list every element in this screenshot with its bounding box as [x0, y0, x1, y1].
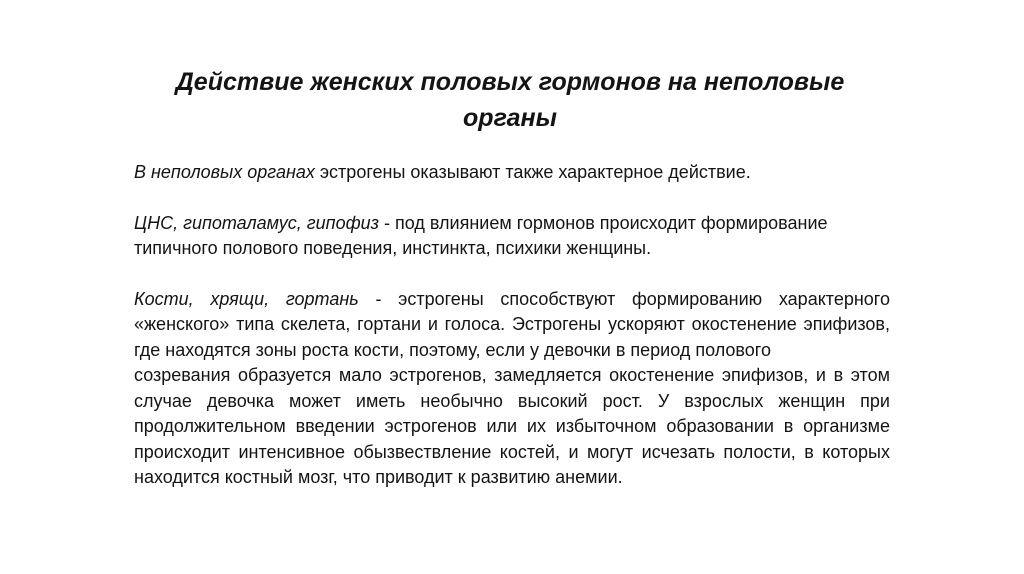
paragraph-bones-continuation: созревания образуется мало эстрогенов, замедляется окостенение эпифизов, и в этом случае девочка может иметь необычно высокий рост. У взрослых женщин при продолжительном введении эстрогенов или их избыточном образовании в организме происходит интенсивное обызвествление костей, и могут исчезать полости, в которых находится костный мозг, что приводит к развитию анемии. [134, 365, 890, 487]
paragraph-text: - эстрогены способствуют формированию характерного «женского» типа скелета, гортани и голоса. Эстрогены ускоряют окостенение эпифизов, где находятся зоны роста кости, поэтому, если у девочки в период полового [134, 288, 890, 360]
paragraph-lead: ЦНС, гипоталамус, гипофиз [134, 212, 380, 233]
paragraph-cns [134, 211, 890, 262]
paragraph-nonsexual-organs [134, 160, 890, 186]
paragraph-lead: Кости, хрящи, гортань [134, 288, 359, 309]
slide-title: Действие женских половых гормонов на неполовые органы [175, 68, 845, 132]
slide-body [134, 160, 890, 491]
paragraph-text: - под влиянием гормонов происходит формирование типичного полового поведения, инстинкта, психики женщины. [134, 212, 828, 258]
paragraph-gap [134, 186, 890, 211]
paragraph-bones [134, 287, 890, 364]
paragraph-text: эстрогены оказывают также характерное действие. [314, 162, 751, 182]
paragraph-lead: В неполовых органах [134, 162, 315, 182]
paragraph-gap [134, 262, 890, 287]
